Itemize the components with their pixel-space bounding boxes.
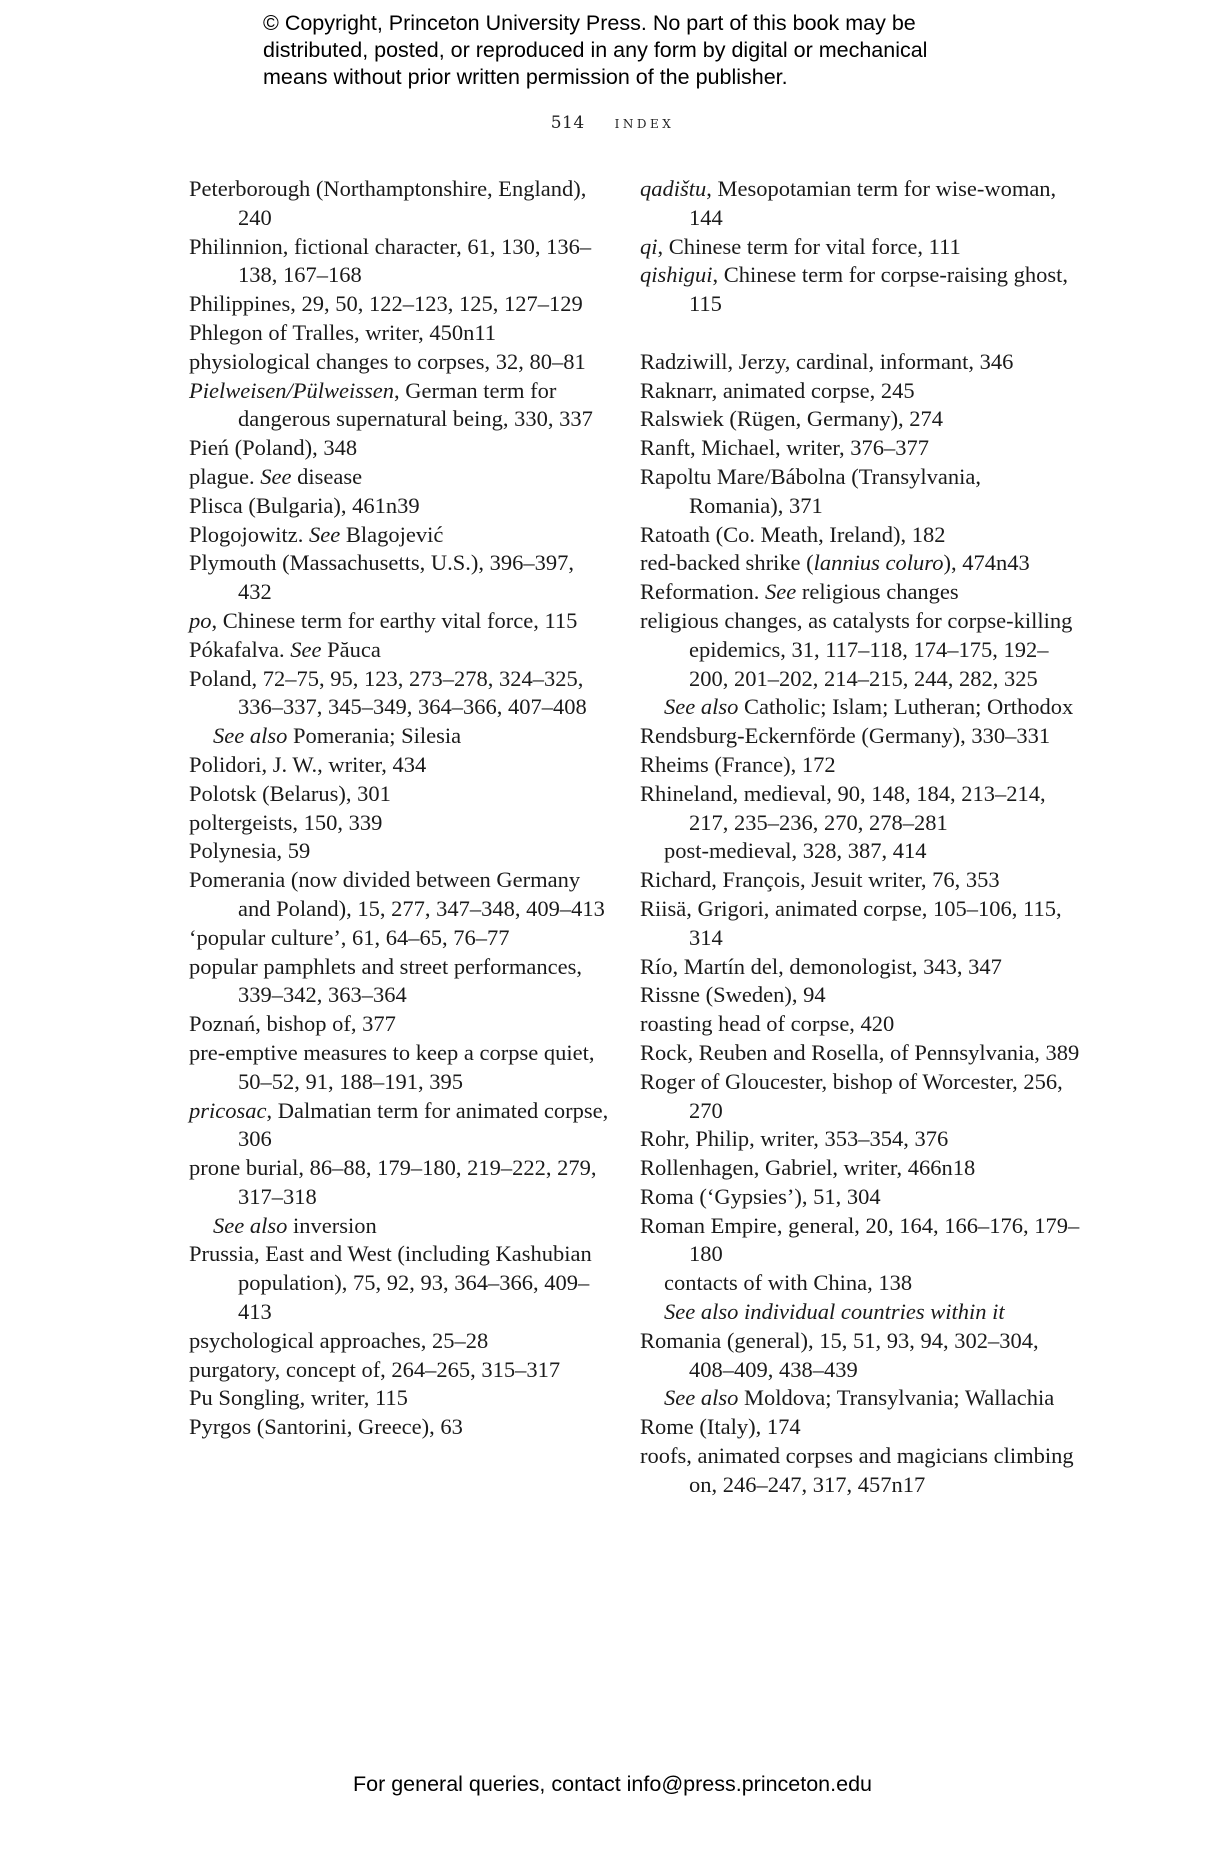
entry-text: Riisä, Grigori, animated corpse, 105–106, 115, 314 xyxy=(640,895,1062,950)
index-entry xyxy=(189,1010,609,1039)
entry-text: Richard, François, Jesuit writer, 76, 353 xyxy=(640,867,1000,893)
index-entry xyxy=(189,377,609,435)
entry-text: , Chinese term for earthy vital force, 115 xyxy=(211,607,578,633)
index-entry xyxy=(189,1356,609,1385)
entry-text: religious changes xyxy=(796,579,959,605)
index-entry xyxy=(189,1327,609,1356)
index-entry xyxy=(640,1442,1080,1500)
entry-text: plague. xyxy=(189,463,261,489)
entry-text: Philinnion, fictional character, 61, 130, 136–138, 167–168 xyxy=(189,233,592,288)
index-entry xyxy=(189,290,609,319)
entry-text: Moldova; Transylvania; Wallachia xyxy=(738,1385,1055,1411)
index-entry xyxy=(189,1154,609,1212)
index-entry xyxy=(189,434,609,463)
entry-text: See also individual countries within it xyxy=(664,1299,1005,1325)
index-entry xyxy=(189,492,609,521)
entry-text: Peterborough (Northamptonshire, England), 240 xyxy=(189,176,587,230)
entry-text: Ralswiek (Rügen, Germany), 274 xyxy=(640,406,944,432)
entry-text: Rapoltu Mare/Bábolna (Transylvania, Romania), 371 xyxy=(640,463,981,518)
entry-text: Pu Songling, writer, 115 xyxy=(189,1385,408,1411)
entry-text: See xyxy=(764,579,797,605)
entry-text: Pomerania (now divided between Germany and Poland), 15, 277, 347–348, 409–413 xyxy=(189,867,605,921)
index-entry xyxy=(189,665,609,723)
entry-text: Plisca (Bulgaria), 461n39 xyxy=(189,492,420,518)
entry-text: See xyxy=(309,521,341,547)
index-entry xyxy=(189,751,609,780)
entry-text: Păuca xyxy=(321,636,381,662)
entry-text: Phlegon of Tralles, writer, 450n11 xyxy=(189,319,497,345)
entry-text: Prussia, East and West (including Kashubian population), 75, 92, 93, 364–366, 409–413 xyxy=(189,1241,592,1325)
entry-text: Plymouth (Massachusetts, U.S.), 396–397, 432 xyxy=(189,550,574,605)
entry-text: Polotsk (Belarus), 301 xyxy=(189,780,391,806)
entry-text: See also xyxy=(213,723,288,749)
entry-text: prone burial, 86–88, 179–180, 219–222, 279, 317–318 xyxy=(189,1155,597,1209)
index-subentry xyxy=(640,1269,1080,1298)
index-entry xyxy=(189,780,609,809)
entry-text: Polynesia, 59 xyxy=(189,838,311,864)
index-entry xyxy=(189,521,609,550)
entry-text: religious changes, as catalysts for corpse-killing epidemics, 31, 117–118, 174–175, 192–200, 201–202, 214–215, 244, 282, 325 xyxy=(640,607,1073,691)
copyright-line: distributed, posted, or reproduced in any form by digital or mechanical xyxy=(263,38,928,62)
index-entry xyxy=(640,348,1080,377)
entry-text: Pień (Poland), 348 xyxy=(189,435,358,461)
index-subentry xyxy=(640,693,1080,722)
index-entry xyxy=(640,1039,1080,1068)
index-entry xyxy=(640,981,1080,1010)
entry-text: Poland, 72–75, 95, 123, 273–278, 324–325, 336–337, 345–349, 364–366, 407–408 xyxy=(189,665,587,720)
entry-text: contacts of with China, 138 xyxy=(664,1270,913,1296)
index-entry xyxy=(189,636,609,665)
entry-text: Roman Empire, general, 20, 164, 166–176, 179–180 xyxy=(640,1212,1080,1267)
entry-text: Philippines, 29, 50, 122–123, 125, 127–129 xyxy=(189,291,583,317)
page-number: 514 xyxy=(550,113,585,133)
index-entry xyxy=(189,175,609,233)
index-entry xyxy=(640,751,1080,780)
copyright-line: means without prior written permission of the publisher. xyxy=(263,65,788,89)
entry-text: poltergeists, 150, 339 xyxy=(189,809,383,835)
index-column-right xyxy=(640,175,1080,1500)
index-entry xyxy=(189,1384,609,1413)
entry-text: physiological changes to corpses, 32, 80–81 xyxy=(189,348,586,374)
index-entry xyxy=(640,1212,1080,1270)
entry-text: Plogojowitz. xyxy=(189,521,310,547)
entry-text: See xyxy=(260,463,292,489)
entry-text: Catholic; Islam; Lutheran; Orthodox xyxy=(738,694,1074,720)
index-entry xyxy=(640,549,1080,578)
entry-text: purgatory, concept of, 264–265, 315–317 xyxy=(189,1356,561,1382)
entry-text: roasting head of corpse, 420 xyxy=(640,1011,895,1037)
entry-text: roofs, animated corpses and magicians climbing on, 246–247, 317, 457n17 xyxy=(640,1443,1074,1497)
index-entry xyxy=(640,175,1080,233)
entry-text: red-backed shrike ( xyxy=(640,550,814,576)
entry-text: Rissne (Sweden), 94 xyxy=(640,982,826,1008)
entry-text: pre-emptive measures to keep a corpse quiet, 50–52, 91, 188–191, 395 xyxy=(189,1039,595,1094)
entry-text: Reformation. xyxy=(640,579,765,605)
entry-text: po xyxy=(189,607,212,633)
entry-text: , German term for dangerous supernatural being, 330, 337 xyxy=(238,377,593,432)
entry-text: ), 474n43 xyxy=(943,550,1030,576)
entry-text: Pielweisen/Pülweissen xyxy=(189,377,394,403)
entry-text: Pókafalva. xyxy=(189,636,291,662)
entry-text: Rheims (France), 172 xyxy=(640,751,836,777)
index-entry xyxy=(189,607,609,636)
entry-text: ‘popular culture’, 61, 64–65, 76–77 xyxy=(189,924,510,950)
entry-text: popular pamphlets and street performances, 339–342, 363–364 xyxy=(189,953,582,1008)
entry-text: Raknarr, animated corpse, 245 xyxy=(640,377,915,403)
entry-text: qadištu xyxy=(640,176,707,201)
entry-text: See xyxy=(290,636,322,662)
index-entry xyxy=(640,780,1080,838)
entry-text: Ratoath (Co. Meath, Ireland), 182 xyxy=(640,521,946,547)
entry-text: Río, Martín del, demonologist, 343, 347 xyxy=(640,953,1002,979)
index-entry xyxy=(640,1010,1080,1039)
entry-text: Blagojević xyxy=(340,521,444,547)
index-entry xyxy=(189,319,609,348)
index-entry xyxy=(189,549,609,607)
index-entry xyxy=(189,924,609,953)
index-subentry xyxy=(640,837,1080,866)
index-entry xyxy=(189,1240,609,1326)
index-entry xyxy=(640,1327,1080,1385)
index-entry xyxy=(189,866,609,924)
entry-text: inversion xyxy=(287,1212,377,1238)
entry-text: disease xyxy=(291,463,363,489)
running-head xyxy=(0,113,1225,133)
index-entry xyxy=(189,809,609,838)
index-subentry xyxy=(640,1384,1080,1413)
entry-text: Ranft, Michael, writer, 376–377 xyxy=(640,435,930,461)
index-entry xyxy=(189,463,609,492)
entry-text: Pomerania; Silesia xyxy=(287,723,462,749)
entry-text: Rendsburg-Eckernförde (Germany), 330–331 xyxy=(640,723,1051,749)
entry-text: See also xyxy=(664,694,739,720)
index-entry xyxy=(640,895,1080,953)
index-entry xyxy=(189,348,609,377)
index-entry xyxy=(640,521,1080,550)
index-entry xyxy=(640,1154,1080,1183)
index-entry xyxy=(640,1413,1080,1442)
entry-text: Rock, Reuben and Rosella, of Pennsylvania, 389 xyxy=(640,1039,1080,1065)
index-entry xyxy=(640,1068,1080,1126)
entry-text: Roger of Gloucester, bishop of Worcester, 256, 270 xyxy=(640,1068,1063,1123)
index-subentry xyxy=(640,1298,1080,1327)
index-entry xyxy=(640,377,1080,406)
footer-contact: For general queries, contact info@press.princeton.edu xyxy=(352,1772,872,1796)
entry-text: Polidori, J. W., writer, 434 xyxy=(189,751,427,777)
entry-text: Rohr, Philip, writer, 353–354, 376 xyxy=(640,1126,949,1152)
index-entry xyxy=(640,953,1080,982)
index-subentry xyxy=(189,1212,609,1241)
copyright-line: © Copyright, Princeton University Press. No part of this book may be xyxy=(263,11,916,35)
entry-text: Rhineland, medieval, 90, 148, 184, 213–214, 217, 235–236, 270, 278–281 xyxy=(640,780,1046,835)
entry-text: , Chinese term for vital force, 111 xyxy=(657,233,961,259)
entry-text: Pyrgos (Santorini, Greece), 63 xyxy=(189,1414,463,1440)
entry-text: Rome (Italy), 174 xyxy=(640,1414,801,1440)
index-entry xyxy=(640,233,1080,262)
index-entry xyxy=(189,233,609,291)
index-entry xyxy=(640,463,1080,521)
entry-text: See also xyxy=(213,1212,288,1238)
index-entry xyxy=(640,405,1080,434)
index-entry xyxy=(640,578,1080,607)
index-entry xyxy=(189,1413,609,1442)
entry-text: psychological approaches, 25–28 xyxy=(189,1327,489,1353)
section-title: index xyxy=(614,113,675,133)
entry-text: Rollenhagen, Gabriel, writer, 466n18 xyxy=(640,1155,976,1181)
entry-text: Poznań, bishop of, 377 xyxy=(189,1011,396,1037)
index-entry xyxy=(189,837,609,866)
copyright-notice xyxy=(263,10,983,91)
section-gap xyxy=(640,319,1080,348)
index-entry xyxy=(640,434,1080,463)
entry-text: post-medieval, 328, 387, 414 xyxy=(664,838,927,864)
index-entry xyxy=(189,953,609,1011)
index-entry xyxy=(189,1039,609,1097)
entry-text: Romania (general), 15, 51, 93, 94, 302–304, 408–409, 438–439 xyxy=(640,1327,1039,1382)
entry-text: lannius coluro xyxy=(813,550,944,576)
index-entry xyxy=(640,261,1080,319)
entry-text: qi xyxy=(640,233,658,259)
entry-text: Roma (‘Gypsies’), 51, 304 xyxy=(640,1183,881,1209)
entry-text: , Chinese term for corpse-raising ghost, 115 xyxy=(689,262,1069,317)
index-entry xyxy=(640,607,1080,693)
index-entry xyxy=(640,866,1080,895)
index-entry xyxy=(640,722,1080,751)
entry-text: qishigui xyxy=(640,262,713,288)
index-entry xyxy=(189,1097,609,1155)
entry-text: , Mesopotamian term for wise-woman, 144 xyxy=(689,176,1057,230)
entry-text: Radziwill, Jerzy, cardinal, informant, 346 xyxy=(640,348,1014,374)
entry-text: See also xyxy=(664,1385,739,1411)
index-entry xyxy=(640,1183,1080,1212)
entry-text: , Dalmatian term for animated corpse, 306 xyxy=(238,1097,609,1152)
index-column-left xyxy=(189,175,609,1442)
entry-text: pricosac xyxy=(189,1097,267,1123)
index-entry xyxy=(640,1125,1080,1154)
index-subentry xyxy=(189,722,609,751)
